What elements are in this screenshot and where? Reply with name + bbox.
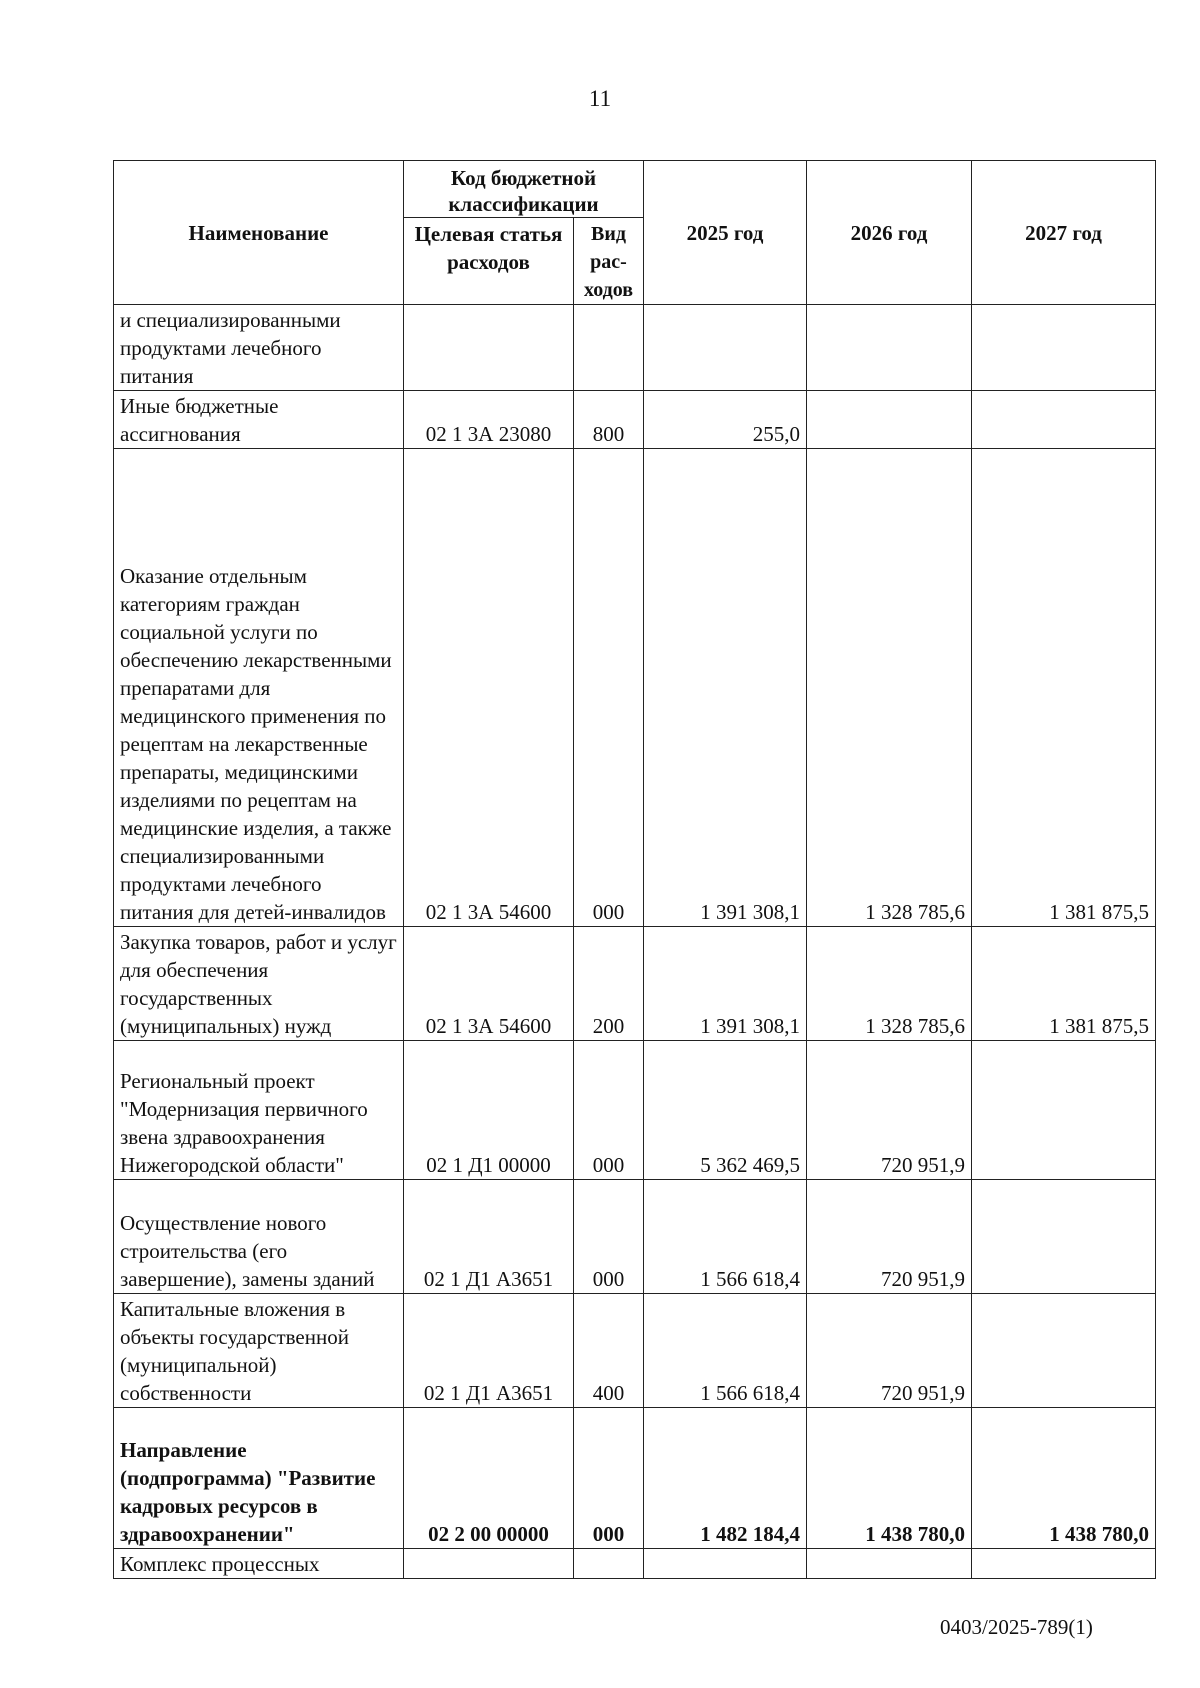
row-name: Региональный проект "Модернизация первичного звена здравоохранения Нижегородской области" <box>114 1041 404 1180</box>
row-name: Закупка товаров, работ и услуг для обеспечения государственных (муниципальных) нужд <box>114 927 404 1041</box>
row-2025: 255,0 <box>644 391 807 449</box>
table-row <box>114 305 1156 391</box>
row-name: Направление (подпрограмма) "Развитие кадровых ресурсов в здравоохранении" <box>114 1408 404 1549</box>
row-code: 02 1 3А 54600 <box>404 927 574 1041</box>
header-expense-type: Вид рас-ходов <box>574 218 644 305</box>
row-name: Осуществление нового строительства (его завершение), замены зданий <box>114 1180 404 1294</box>
row-vid: 400 <box>574 1294 644 1408</box>
page-number: 11 <box>588 86 612 111</box>
row-code: 02 1 3А 23080 <box>404 391 574 449</box>
row-vid: 000 <box>574 449 644 927</box>
row-2026: 720 951,9 <box>807 1041 972 1180</box>
row-2026 <box>807 305 972 391</box>
header-2027: 2027 год <box>972 161 1156 305</box>
row-2025: 1 391 308,1 <box>644 449 807 927</box>
document-id: 0403/2025-789(1) <box>940 1615 1093 1639</box>
row-2027 <box>972 1180 1156 1294</box>
header-code-group: Код бюджетной классификации <box>404 161 644 218</box>
row-code: 02 1 Д1 А3651 <box>404 1294 574 1408</box>
header-target-article: Целевая статья расходов <box>404 218 574 305</box>
row-2027 <box>972 1549 1156 1579</box>
row-vid: 000 <box>574 1180 644 1294</box>
row-vid: 800 <box>574 391 644 449</box>
row-name: и специализированными продуктами лечебного питания <box>114 305 404 391</box>
table-row <box>114 449 1156 927</box>
row-2027 <box>972 391 1156 449</box>
row-name: Капитальные вложения в объекты государственной (муниципальной) собственности <box>114 1294 404 1408</box>
row-2025 <box>644 305 807 391</box>
row-vid: 000 <box>574 1408 644 1549</box>
row-code: 02 2 00 00000 <box>404 1408 574 1549</box>
row-vid <box>574 1549 644 1579</box>
row-name: Оказание отдельным категориям граждан социальной услуги по обеспечению лекарственными препаратами для медицинского применения по рецептам на лекарственные препараты, медицинскими изделиями по рецептам на медицинские изделия, а также специализированными продуктами лечебного питания для детей-инвалидов <box>114 449 404 927</box>
table-row <box>114 1294 1156 1408</box>
row-2027: 1 381 875,5 <box>972 927 1156 1041</box>
row-code: 02 1 Д1 А3651 <box>404 1180 574 1294</box>
row-2025: 1 566 618,4 <box>644 1294 807 1408</box>
row-code <box>404 305 574 391</box>
table-row <box>114 1408 1156 1549</box>
table-row <box>114 391 1156 449</box>
row-code <box>404 1549 574 1579</box>
row-2026: 720 951,9 <box>807 1294 972 1408</box>
row-2025: 1 482 184,4 <box>644 1408 807 1549</box>
row-2026 <box>807 391 972 449</box>
row-code: 02 1 3А 54600 <box>404 449 574 927</box>
row-2027: 1 381 875,5 <box>972 449 1156 927</box>
row-2026: 1 328 785,6 <box>807 927 972 1041</box>
row-2027 <box>972 1294 1156 1408</box>
row-name: Комплекс процессных <box>114 1549 404 1579</box>
row-vid <box>574 305 644 391</box>
table-row <box>114 927 1156 1041</box>
header-name: Наименование <box>114 161 404 305</box>
row-2026: 1 438 780,0 <box>807 1408 972 1549</box>
row-2027: 1 438 780,0 <box>972 1408 1156 1549</box>
header-2025: 2025 год <box>644 161 807 305</box>
header-2026: 2026 год <box>807 161 972 305</box>
row-name: Иные бюджетные ассигнования <box>114 391 404 449</box>
table-row <box>114 1180 1156 1294</box>
row-vid: 000 <box>574 1041 644 1180</box>
row-2025: 5 362 469,5 <box>644 1041 807 1180</box>
row-vid: 200 <box>574 927 644 1041</box>
row-2025: 1 566 618,4 <box>644 1180 807 1294</box>
row-code: 02 1 Д1 00000 <box>404 1041 574 1180</box>
row-2027 <box>972 305 1156 391</box>
row-2025 <box>644 1549 807 1579</box>
row-2027 <box>972 1041 1156 1180</box>
row-2026: 720 951,9 <box>807 1180 972 1294</box>
row-2025: 1 391 308,1 <box>644 927 807 1041</box>
budget-table <box>113 160 1156 1579</box>
row-2026: 1 328 785,6 <box>807 449 972 927</box>
row-2026 <box>807 1549 972 1579</box>
table-row <box>114 1041 1156 1180</box>
table-row <box>114 1549 1156 1579</box>
